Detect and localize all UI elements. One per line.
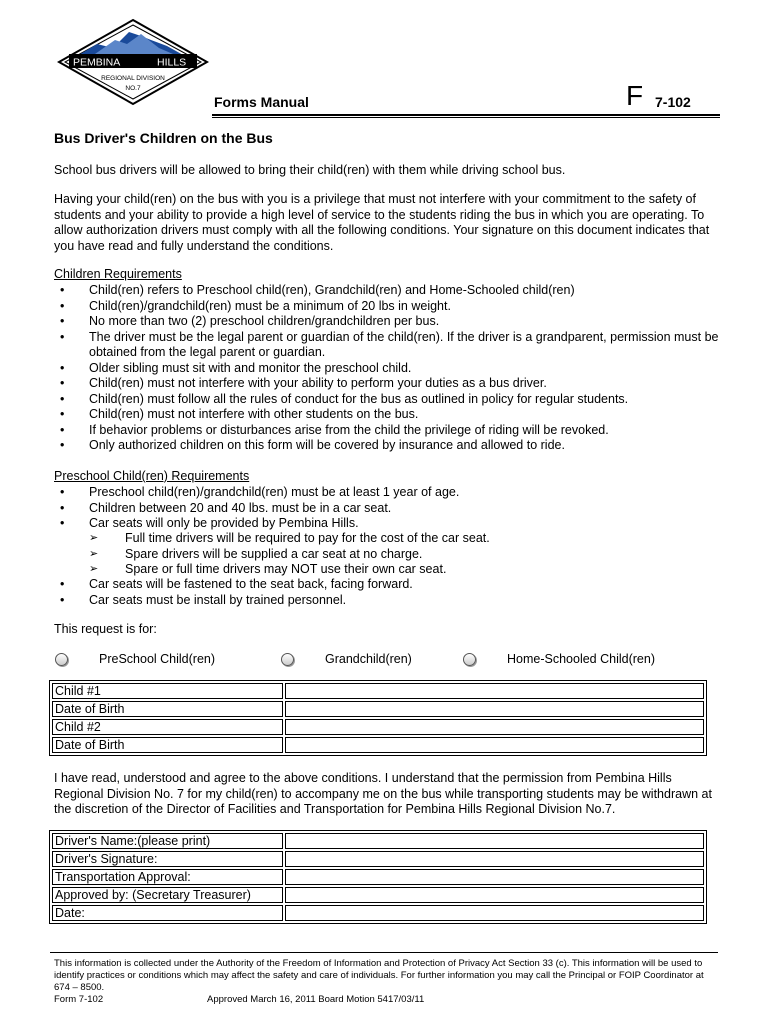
list-item: • Older sibling must sit with and monitor the preschool child. bbox=[60, 360, 412, 375]
privilege-paragraph: Having your child(ren) on the bus with you is a privilege that must not interfere with your commitment to the safety of students and your ability to provide a high level of service to the students riding the bus in which you are operating. To allow authorization drivers must comply with all the following conditions. Your signature on this document indicates that you have read and fully understand the conditions. bbox=[54, 192, 710, 253]
list-item: • Child(ren) must not interfere with your ability to perform your duties as a bus driver. bbox=[60, 376, 547, 390]
bullet-icon: • bbox=[60, 500, 65, 515]
bullet-icon: • bbox=[60, 592, 65, 607]
bullet-icon: • bbox=[60, 376, 65, 390]
transportation-approval-field[interactable] bbox=[285, 869, 704, 885]
child-2-label: Child #2 bbox=[52, 719, 283, 735]
table-row bbox=[52, 905, 704, 921]
logo-mountain-icon bbox=[55, 18, 210, 106]
table-row bbox=[52, 737, 704, 753]
bullet-icon: • bbox=[60, 391, 65, 406]
list-item: • No more than two (2) preschool children/grandchildren per bus. bbox=[60, 314, 440, 328]
list-item: • The driver must be the legal parent or guardian of the child(ren). If the driver is a grandparent, permission must be obtained from the legal parent or guardian. bbox=[60, 329, 719, 359]
table-row bbox=[52, 683, 704, 699]
driver-name-label: Driver's Name:(please print) bbox=[52, 833, 283, 849]
list-item: • Child(ren) must follow all the rules of conduct for the bus as outlined in policy for regular students. bbox=[60, 391, 629, 406]
table-row bbox=[52, 833, 704, 849]
preschool-requirements-heading: Preschool Child(ren) Requirements bbox=[54, 469, 250, 483]
list-item: • If behavior problems or disturbances arise from the child the privilege of riding will be revoked. bbox=[60, 422, 609, 437]
form-letter: F bbox=[626, 80, 644, 111]
list-item: • Child(ren)/grandchild(ren) must be a minimum of 20 lbs in weight. bbox=[60, 298, 451, 313]
approval-note: Approved March 16, 2011 Board Motion 5417/03/11 bbox=[207, 994, 425, 1005]
dob-2-field[interactable] bbox=[285, 737, 704, 753]
date-field[interactable] bbox=[285, 905, 704, 921]
preschool-requirements-list bbox=[54, 485, 719, 532]
request-label: This request is for: bbox=[54, 622, 157, 636]
division-logo bbox=[55, 18, 210, 106]
list-item: • Preschool child(ren)/grandchild(ren) must be at least 1 year of age. bbox=[60, 485, 460, 499]
logo-name-left: PEMBINA bbox=[73, 56, 121, 69]
homeschooled-radio[interactable] bbox=[463, 653, 476, 666]
driver-name-field[interactable] bbox=[285, 833, 704, 849]
arrow-bullet-icon: ➢ bbox=[89, 532, 99, 544]
child-2-field[interactable] bbox=[285, 719, 704, 735]
homeschooled-option-label: Home-Schooled Child(ren) bbox=[507, 652, 655, 666]
logo-name-right: HILLS bbox=[157, 56, 187, 69]
preschool-option-label: PreSchool Child(ren) bbox=[99, 652, 216, 666]
list-item: • Children between 20 and 40 lbs. must be in a car seat. bbox=[60, 500, 392, 515]
dob-1-label: Date of Birth bbox=[52, 701, 283, 717]
grandchild-option-label: Grandchild(ren) bbox=[325, 652, 412, 666]
intro-text: School bus drivers will be allowed to bring their child(ren) with them while driving school bus. bbox=[54, 163, 566, 177]
list-item: • Child(ren) refers to Preschool child(ren), Grandchild(ren) and Home-Schooled child(ren) bbox=[60, 283, 575, 297]
bullet-icon: • bbox=[60, 438, 65, 452]
approved-by-field[interactable] bbox=[285, 887, 704, 903]
child-1-field[interactable] bbox=[285, 683, 704, 699]
grandchild-radio[interactable] bbox=[281, 653, 294, 666]
form-number: 7-102 bbox=[655, 94, 691, 110]
transportation-approval-label: Transportation Approval: bbox=[52, 869, 283, 885]
list-item: ➢ Spare or full time drivers may NOT use their own car seat. bbox=[89, 562, 447, 576]
driver-signature-field[interactable] bbox=[285, 851, 704, 867]
header-rule bbox=[212, 114, 720, 118]
children-requirements-heading: Children Requirements bbox=[54, 267, 182, 281]
list-item: • Child(ren) must not interfere with other students on the bus. bbox=[60, 407, 419, 421]
bullet-icon: • bbox=[60, 283, 65, 297]
child-info-table bbox=[49, 680, 707, 756]
bullet-icon: • bbox=[60, 360, 65, 375]
child-1-label: Child #1 bbox=[52, 683, 283, 699]
table-row bbox=[52, 719, 704, 735]
bullet-icon: • bbox=[60, 577, 65, 591]
arrow-bullet-icon: ➢ bbox=[89, 563, 99, 575]
page-title: Bus Driver's Children on the Bus bbox=[54, 130, 273, 146]
table-row bbox=[52, 701, 704, 717]
preschool-radio[interactable] bbox=[55, 653, 68, 666]
bullet-icon: • bbox=[60, 485, 65, 499]
date-label: Date: bbox=[52, 905, 283, 921]
children-requirements-list bbox=[54, 283, 719, 454]
driver-signature-label: Driver's Signature: bbox=[52, 851, 283, 867]
arrow-bullet-icon: ➢ bbox=[89, 547, 99, 560]
car-seat-sublist bbox=[54, 531, 719, 578]
bullet-icon: • bbox=[60, 314, 65, 328]
bullet-icon: • bbox=[60, 329, 65, 344]
form-id: Form 7-102 bbox=[54, 994, 104, 1005]
logo-number: NO.7 bbox=[125, 85, 141, 92]
list-item: • Car seats will only be provided by Pembina Hills. bbox=[60, 516, 359, 530]
logo-subtitle: REGIONAL DIVISION bbox=[101, 75, 165, 82]
bullet-icon: • bbox=[60, 516, 65, 530]
dob-2-label: Date of Birth bbox=[52, 737, 283, 753]
table-row bbox=[52, 869, 704, 885]
bullet-icon: • bbox=[60, 407, 65, 421]
privacy-notice: This information is collected under the Authority of the Freedom of Information and Protection of Privacy Act Section 33 (c). This information will be used to identify practices or conditions which may affect the safety and care of individuals. For further information you may call the Principal or FOIP Coordinator at 674 – 8500. bbox=[54, 958, 704, 993]
list-item: • Car seats will be fastened to the seat back, facing forward. bbox=[60, 577, 413, 591]
list-item: ➢ Full time drivers will be required to pay for the cost of the car seat. bbox=[89, 531, 490, 545]
table-row bbox=[52, 887, 704, 903]
list-item: • Only authorized children on this form will be covered by insurance and allowed to ride. bbox=[60, 438, 565, 452]
signature-table bbox=[49, 830, 707, 924]
bullet-icon: • bbox=[60, 422, 65, 437]
agreement-text: I have read, understood and agree to the above conditions. I understand that the permission from Pembina Hills Regional Division No. 7 for my child(ren) to accompany me on the bus while transporting students may be withdrawn at the discretion of the Director of Facilities and Transportation for Pembina Hills Regional Division No.7. bbox=[54, 771, 712, 816]
footer-rule bbox=[50, 952, 718, 953]
manual-title: Forms Manual bbox=[214, 94, 309, 110]
bullet-icon: • bbox=[60, 298, 65, 313]
preschool-requirements-list-cont bbox=[54, 577, 719, 608]
list-item: • Car seats must be install by trained personnel. bbox=[60, 592, 347, 607]
table-row bbox=[52, 851, 704, 867]
dob-1-field[interactable] bbox=[285, 701, 704, 717]
list-item: ➢ Spare drivers will be supplied a car seat at no charge. bbox=[89, 546, 423, 561]
approved-by-label: Approved by: (Secretary Treasurer) bbox=[52, 887, 283, 903]
